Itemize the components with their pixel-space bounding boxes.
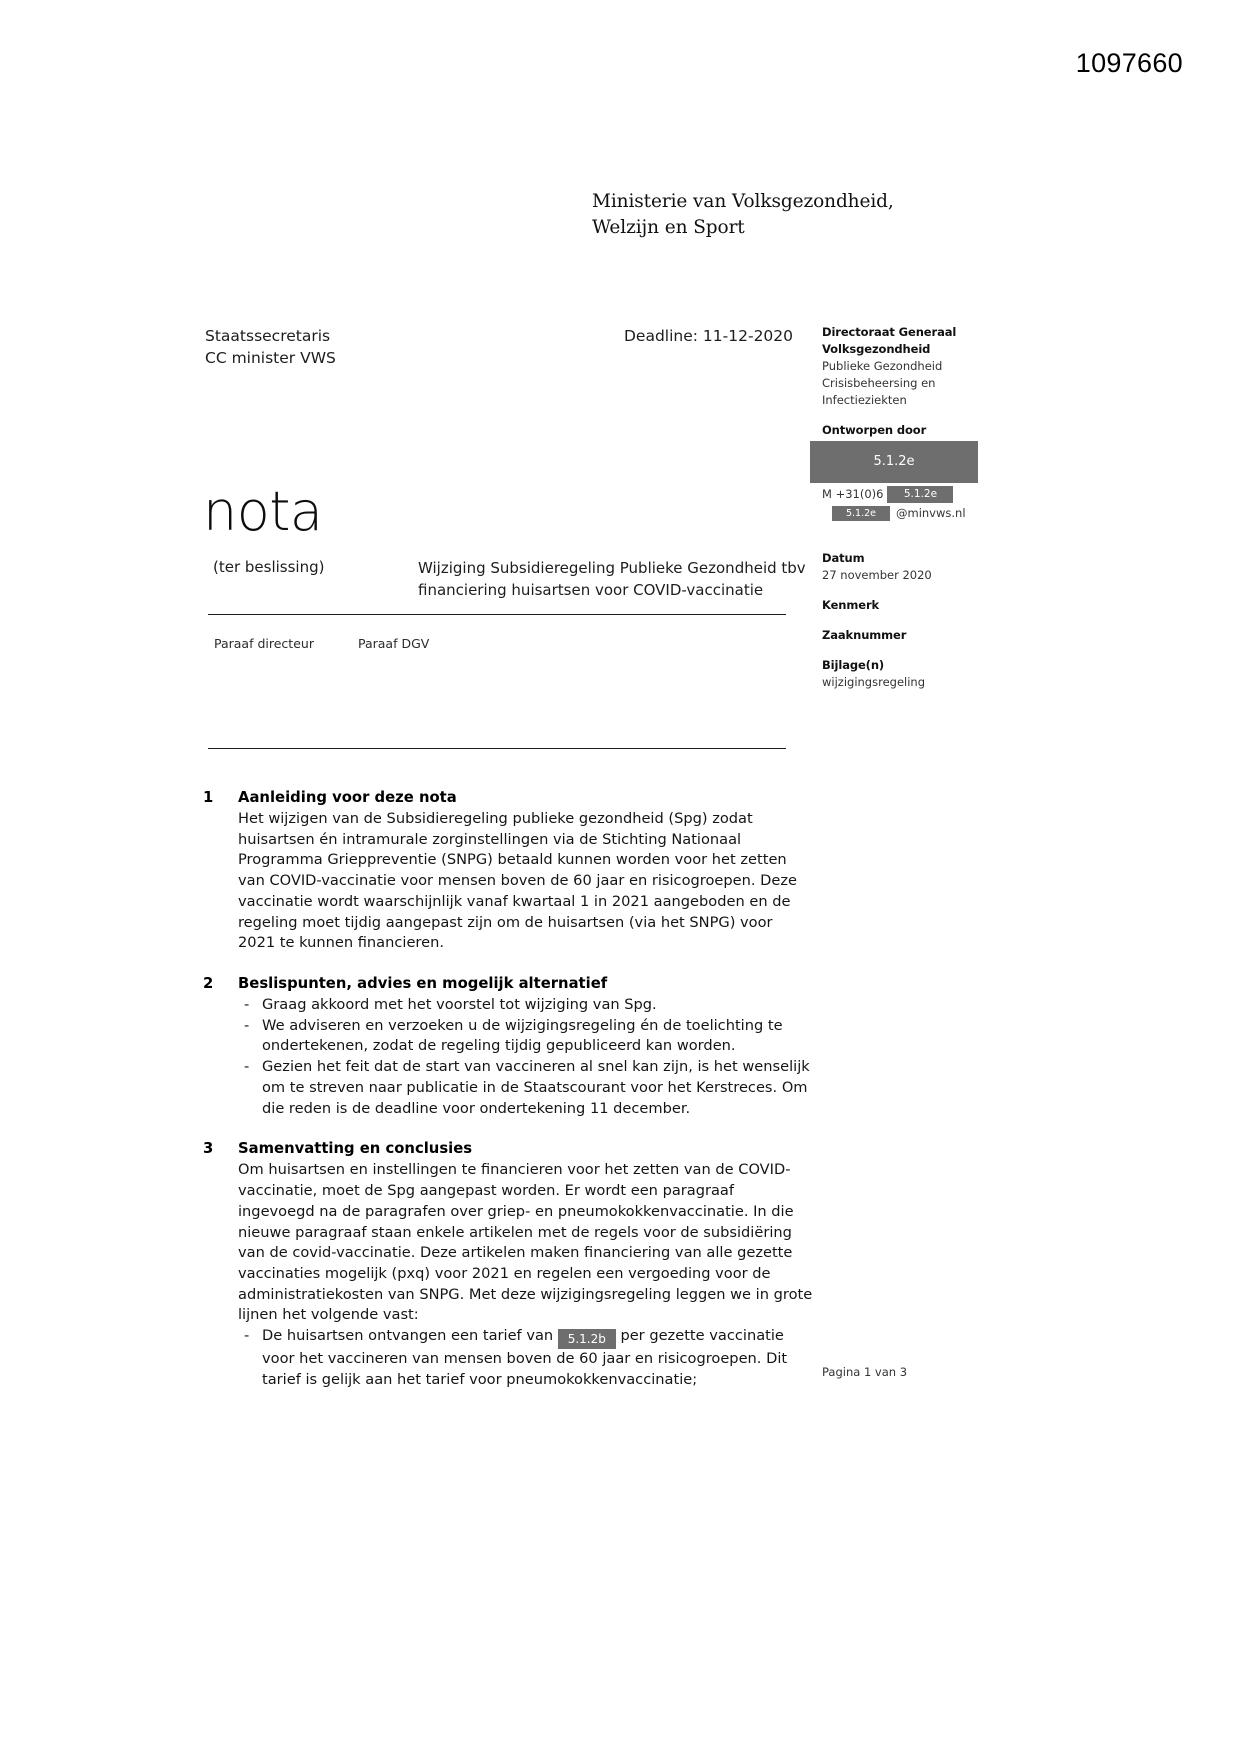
directorate-line-1: Directoraat Generaal bbox=[822, 325, 957, 339]
page-title: nota bbox=[203, 480, 323, 543]
paraaf-dgv-label: Paraaf DGV bbox=[358, 636, 430, 651]
section-2 bbox=[203, 973, 813, 1119]
bullet-text-after: per gezette vaccinatie voor het vaccineren van mensen boven de 60 jaar en risicogroepen. Dit tarief is gelijk aan het tarief voor pneumokokkenvaccinatie; bbox=[262, 1327, 788, 1388]
redaction-designed-by: 5.1.2e bbox=[810, 441, 978, 483]
subject-line-1: Wijziging Subsidieregeling Publieke Gezondheid tbv bbox=[418, 559, 806, 577]
section-1-number: 1 bbox=[203, 789, 214, 806]
meta-sidebar bbox=[822, 324, 1002, 691]
email-domain: @minvws.nl bbox=[896, 506, 966, 521]
section-3-body bbox=[238, 1160, 813, 1390]
redaction-email: 5.1.2e bbox=[832, 506, 890, 521]
section-1-paragraph: Het wijzigen van de Subsidieregeling publieke gezondheid (Spg) zodat huisartsen én intramurale zorginstellingen via de Stichting Nationaal Programma Grieppreventie (SNPG) betaald kunnen worden voor het zetten van COVID-vaccinatie voor mensen boven de 60 jaar en risicogroepen. Deze vaccinatie wordt waarschijnlijk vanaf kwartaal 1 in 2021 aangeboden en de regeling moet tijdig aangepast zijn om de huisartsen (via het SNPG) voor 2021 te kunnen financieren. bbox=[238, 810, 797, 952]
addressee-line-1: Staatssecretaris bbox=[205, 327, 331, 345]
section-1-title: Aanleiding voor deze nota bbox=[238, 789, 457, 806]
unit-line-3: Infectieziekten bbox=[822, 393, 907, 408]
phone-row bbox=[822, 486, 1002, 503]
unit-line-1: Publieke Gezondheid bbox=[822, 359, 943, 374]
section-2-body bbox=[238, 995, 813, 1119]
document-subject bbox=[418, 558, 808, 602]
addressee-line-2: CC minister VWS bbox=[205, 349, 336, 367]
divider-top bbox=[208, 614, 786, 615]
bijlage-label: Bijlage(n) bbox=[822, 658, 885, 673]
phone-prefix: M +31(0)6 bbox=[822, 487, 884, 502]
zaaknummer-label: Zaaknummer bbox=[822, 628, 907, 643]
section-2-bullet-list bbox=[238, 995, 813, 1119]
deadline-text: Deadline: 11-12-2020 bbox=[624, 327, 794, 345]
bullet-text-before: De huisartsen ontvangen een tarief van bbox=[262, 1327, 554, 1345]
divider-bottom bbox=[208, 748, 786, 749]
list-item: - We adviseren en verzoeken u de wijzigingsregeling én de toelichting te ondertekenen, zodat de regeling tijdig gepubliceerd kan worden. bbox=[238, 1016, 813, 1057]
list-item-redacted bbox=[238, 1326, 813, 1390]
kenmerk-label: Kenmerk bbox=[822, 598, 880, 613]
subject-line-2: financiering huisartsen voor COVID-vaccinatie bbox=[418, 580, 764, 599]
directorate-line-2: Volksgezondheid bbox=[822, 342, 931, 357]
redaction-tariff: 5.1.2b bbox=[558, 1329, 616, 1349]
section-1-body bbox=[238, 809, 813, 954]
page-footer: Pagina 1 van 3 bbox=[822, 1365, 908, 1379]
section-2-title: Beslispunten, advies en mogelijk alternatief bbox=[238, 975, 608, 993]
bijlage-value: wijzigingsregeling bbox=[822, 675, 926, 690]
date-value: 27 november 2020 bbox=[822, 568, 932, 583]
ministry-line-1: Ministerie van Volksgezondheid, bbox=[592, 191, 894, 212]
section-3-title: Samenvatting en conclusies bbox=[238, 1140, 473, 1158]
unit-line-2: Crisisbeheersing en bbox=[822, 376, 936, 391]
section-3 bbox=[203, 1138, 813, 1390]
section-3-paragraph: Om huisartsen en instellingen te financieren voor het zetten van de COVID-vaccinatie, moet de Spg aangepast worden. Er wordt een paragraaf ingevoegd na de paragrafen over griep- en pneumokokkenvaccinatie. In die nieuwe paragraaf staan enkele artikelen met de regels voor de subsidiëring van de covid-vaccinatie. Deze artikelen maken financiering van alle gezette vaccinaties mogelijk (pxq) voor 2021 en regelen een vergoeding voor de administratiekosten van SNPG. Met deze wijzigingsregeling leggen we in grote lijnen het volgende vast: bbox=[238, 1161, 813, 1324]
paraaf-directeur-label: Paraaf directeur bbox=[214, 636, 314, 651]
section-3-heading bbox=[203, 1138, 813, 1159]
date-label: Datum bbox=[822, 551, 865, 566]
section-1-heading bbox=[203, 787, 813, 808]
ministry-line-2: Welzijn en Sport bbox=[592, 217, 745, 239]
addressee-block bbox=[205, 325, 336, 369]
section-2-heading bbox=[203, 973, 813, 994]
section-3-bullet-list bbox=[238, 1326, 813, 1390]
section-2-number: 2 bbox=[203, 975, 214, 993]
document-kind: (ter beslissing) bbox=[213, 558, 325, 576]
section-3-number: 3 bbox=[203, 1140, 214, 1158]
list-item: - Gezien het feit dat de start van vaccineren al snel kan zijn, is het wenselijk om te streven naar publicatie in de Staatscourant voor het Kerstreces. Om die reden is de deadline voor ondertekening 11 december. bbox=[238, 1057, 813, 1119]
document-body bbox=[203, 787, 813, 1410]
designed-by-label: Ontworpen door bbox=[822, 423, 927, 438]
redaction-phone: 5.1.2e bbox=[887, 486, 953, 503]
section-1 bbox=[203, 787, 813, 954]
document-id-number: 1097660 bbox=[1075, 48, 1183, 78]
ministry-wordmark bbox=[592, 189, 894, 242]
email-row bbox=[832, 505, 1002, 522]
list-item: - Graag akkoord met het voorstel tot wijziging van Spg. bbox=[238, 995, 813, 1016]
